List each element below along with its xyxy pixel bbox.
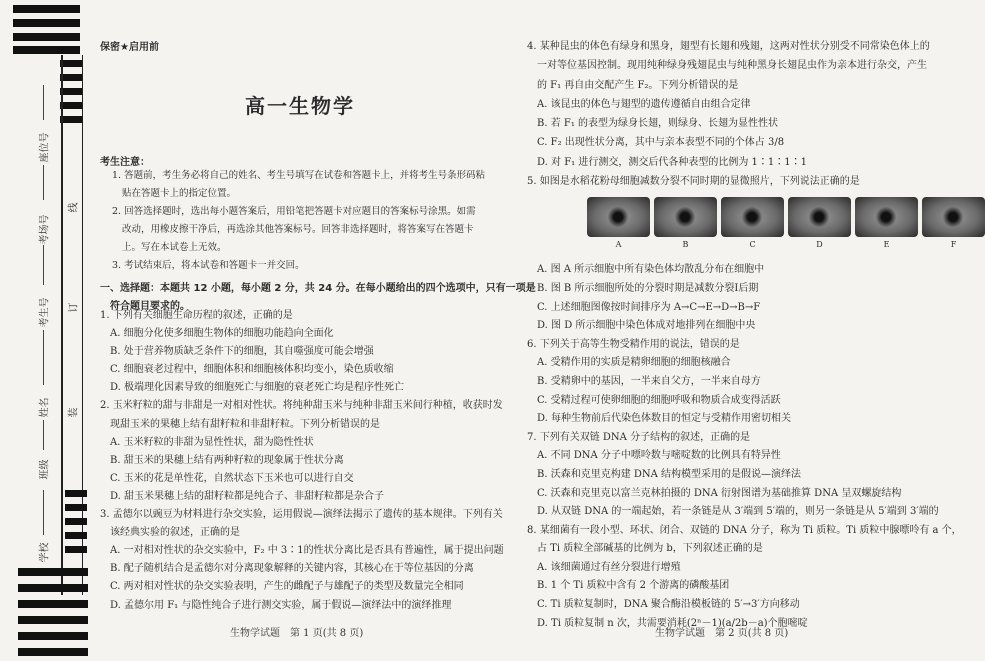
confidential-label: 保密★启用前 — [100, 42, 159, 53]
question-option: A. 玉米籽粒的非甜为显性性状，甜为隐性性状 — [110, 436, 314, 448]
section-line: 符合题目要求的。 — [110, 301, 190, 313]
binding-mark-staple: 订 — [68, 302, 80, 313]
cell-micrograph-image — [587, 197, 650, 237]
question-option: C. 细胞衰老过程中，细胞体积和细胞核体积均变小，染色质收缩 — [110, 364, 394, 376]
question-option: C. 两对相对性状的杂交实验表明，产生的雌配子与雄配子的类型及数量完全相同 — [110, 581, 464, 593]
question-option: B. 甜玉米的果穗上结有两种籽粒的现象属于性状分离 — [110, 454, 344, 466]
question-option: D. Ti 质粒复制 n 次，共需要消耗(2ⁿ－1)(a/2b－a)个胞嘧啶 — [537, 617, 808, 629]
question-option: A. 一对相对性状的杂交实验中，F₂ 中 3∶1的性状分离比是否具有普遍性，属于提出问题 — [110, 545, 504, 557]
seat-number-label: 座位号 — [39, 132, 51, 163]
school-label: 学校 — [39, 542, 51, 563]
notice-line: 1. 答题前，考生务必将自己的姓名、考生号填写在试卷和答题卡上，并将考生号条形码粘 — [112, 170, 486, 181]
question-stem: 7. 下列有关双链 DNA 分子结构的叙述，正确的是 — [527, 431, 751, 443]
micrograph-B — [654, 197, 717, 261]
question-option: B. 配子随机结合是孟德尔对分离现象解释的关键内容，其核心在于等位基因的分离 — [110, 563, 474, 575]
candidate-number-label: 考生号 — [39, 297, 51, 328]
question-option: D. 从双链 DNA 的一端起始，若一条链是从 3′端到 5′端的，则另一条链是从 5′端到 3′端的 — [537, 506, 939, 518]
question-option: D. 孟德尔用 F₁ 与隐性纯合子进行测交实验，属于假说—演绎法中的演绎推理 — [110, 599, 452, 611]
micrograph-label: D — [816, 240, 823, 250]
question-option: C. Ti 质粒复制时，DNA 聚合酶沿模板链的 5′→3′方向移动 — [537, 599, 800, 611]
question-stem: 3. 孟德尔以豌豆为材料进行杂交实验，运用假说—演绎法揭示了遗传的基本规律。下列有关 — [100, 509, 503, 521]
question-option: D. 每种生物前后代染色体数目的恒定与受精作用密切相关 — [537, 413, 792, 425]
page-footer-1: 生物学试题 第 1 页(共 8 页) — [230, 628, 364, 639]
question-stem: 5. 如图是水稻花粉母细胞减数分裂不同时期的显微照片，下列说法正确的是 — [527, 176, 860, 188]
page-footer-2: 生物学试题 第 2 页(共 8 页) — [655, 628, 789, 639]
notice-line: 上。写在本试卷上无效。 — [122, 242, 227, 253]
question-option: C. 上述细胞图像按时间排序为 A→C→E→D→B→F — [537, 301, 761, 313]
micrograph-label: A — [615, 240, 622, 250]
question-option: C. 玉米的花是单性花，自然状态下玉米也可以进行自交 — [110, 472, 354, 484]
question-stem: 占 Ti 质粒全部碱基的比例为 b，下列叙述正确的是 — [537, 543, 763, 555]
micrograph-label: C — [749, 240, 756, 250]
question-stem: 现甜玉米的果穗上结有甜籽粒和非甜籽粒。下列分析错误的是 — [110, 418, 380, 430]
question-option: B. 若 F₁ 的表型为绿身长翅，则绿身、长翅为显性性状 — [537, 118, 779, 130]
micrograph-D — [788, 197, 851, 261]
question-option: B. 沃森和克里克构建 DNA 结构模型采用的是假说—演绎法 — [537, 468, 802, 480]
micrograph-figure — [527, 197, 985, 261]
cell-micrograph-image — [922, 197, 985, 237]
question-option: B. 处于营养物质缺乏条件下的细胞，其自噬强度可能会增强 — [110, 346, 374, 358]
question-option: A. 该昆虫的体色与翅型的遗传遵循自由组合定律 — [537, 98, 751, 110]
question-option: B. 受精卵中的基因，一半来自父方，一半来自母方 — [537, 375, 761, 387]
question-stem: 该经典实验的叙述，正确的是 — [110, 527, 240, 539]
question-option: C. 受精过程可使卵细胞的细胞呼吸和物质合成变得活跃 — [537, 394, 781, 406]
notice-line: 贴在答题卡上的指定位置。 — [122, 188, 237, 199]
binding-mark-bind: 装 — [68, 407, 80, 418]
notice-line: 2. 回答选择题时，选出每小题答案后，用铅笔把答题卡对应题目的答案标号涂黑。如需 — [112, 206, 476, 217]
exam-room-label: 考场号 — [39, 214, 51, 245]
question-option: C. F₂ 出现性状分离，其中与亲本表型不同的个体占 3/8 — [537, 137, 785, 149]
right-questions — [527, 37, 985, 633]
question-option: C. 沃森和克里克以富兰克林拍摄的 DNA 衍射图谱为基础推算 DNA 呈双螺旋结构 — [537, 487, 902, 499]
question-option: A. 细胞分化使多细胞生物体的细胞功能趋向全面化 — [110, 328, 334, 340]
question-option: A. 该细菌通过有丝分裂进行增殖 — [537, 561, 681, 573]
cell-micrograph-image — [654, 197, 717, 237]
notice-list — [112, 167, 485, 275]
class-label: 班级 — [39, 459, 51, 480]
micrograph-label: F — [950, 240, 957, 250]
notice-line: 3. 考试结束后，将本试卷和答题卡一并交回。 — [112, 260, 305, 271]
question-option: A. 不同 DNA 分子中嘌呤数与嘧啶数的比例具有特异性 — [537, 450, 781, 462]
cell-micrograph-image — [721, 197, 784, 237]
section-line: 一、选择题：本题共 12 小题，每小题 2 分，共 24 分。在每小题给出的四个选项中，只有一项是 — [100, 283, 536, 294]
micrograph-label: B — [682, 240, 689, 250]
question-stem: 一对等位基因控制。现用纯种绿身残翅昆虫与纯种黑身长翅昆虫作为亲本进行杂交，产生 — [537, 60, 927, 72]
question-option: B. 1 个 Ti 质粒中含有 2 个游离的磷酸基团 — [537, 580, 730, 592]
question-option: B. 图 B 所示细胞所处的分裂时期是减数分裂Ⅰ后期 — [537, 282, 759, 294]
binding-mark-line: 线 — [68, 202, 80, 213]
micrograph-A — [587, 197, 650, 261]
left-questions — [100, 307, 504, 615]
question-option: D. 甜玉米果穗上结的甜籽粒都是纯合子、非甜籽粒都是杂合子 — [110, 490, 385, 502]
micrograph-label: E — [883, 240, 890, 250]
micrograph-F — [922, 197, 985, 261]
question-stem: 2. 玉米籽粒的甜与非甜是一对相对性状。将纯种甜玉米与纯种非甜玉米间行种植，收获时发 — [100, 400, 503, 412]
question-option: D. 图 D 所示细胞中染色体成对地排列在细胞中央 — [537, 320, 756, 332]
micrograph-E — [855, 197, 918, 261]
name-label: 姓名 — [39, 397, 51, 418]
page-title: 高一生物学 — [245, 94, 355, 118]
cell-micrograph-image — [788, 197, 851, 237]
question-option: A. 受精作用的实质是精卵细胞的细胞核融合 — [537, 357, 731, 369]
notice-line: 改动，用橡皮擦干净后，再选涂其他答案标号。回答非选择题时，将答案写在答题卡 — [122, 224, 474, 235]
question-stem: 4. 某种昆虫的体色有绿身和黑身，翅型有长翅和残翅，这两对性状分别受不同常染色体上的 — [527, 41, 930, 52]
micrograph-C — [721, 197, 784, 261]
question-stem: 的 F₁ 再自由交配产生 F₂。下列分析错误的是 — [537, 79, 739, 91]
question-option: D. 对 F₁ 进行测交，测交后代各种表型的比例为 1∶1∶1∶1 — [537, 156, 807, 168]
question-option: A. 图 A 所示细胞中所有染色体均散乱分布在细胞中 — [537, 264, 765, 276]
question-stem: 6. 下列关于高等生物受精作用的说法，错误的是 — [527, 338, 740, 350]
question-stem: 1. 下列有关细胞生命历程的叙述，正确的是 — [100, 310, 293, 321]
cell-micrograph-image — [855, 197, 918, 237]
question-option: D. 极端理化因素导致的细胞死亡与细胞的衰老死亡均是程序性死亡 — [110, 382, 405, 394]
question-stem: 8. 某细菌有一段小型、环状、闭合、双链的 DNA 分子，称为 Ti 质粒。Ti 质粒中腺嘌呤有 a 个， — [527, 524, 962, 536]
notice-heading: 考生注意： — [100, 157, 150, 168]
